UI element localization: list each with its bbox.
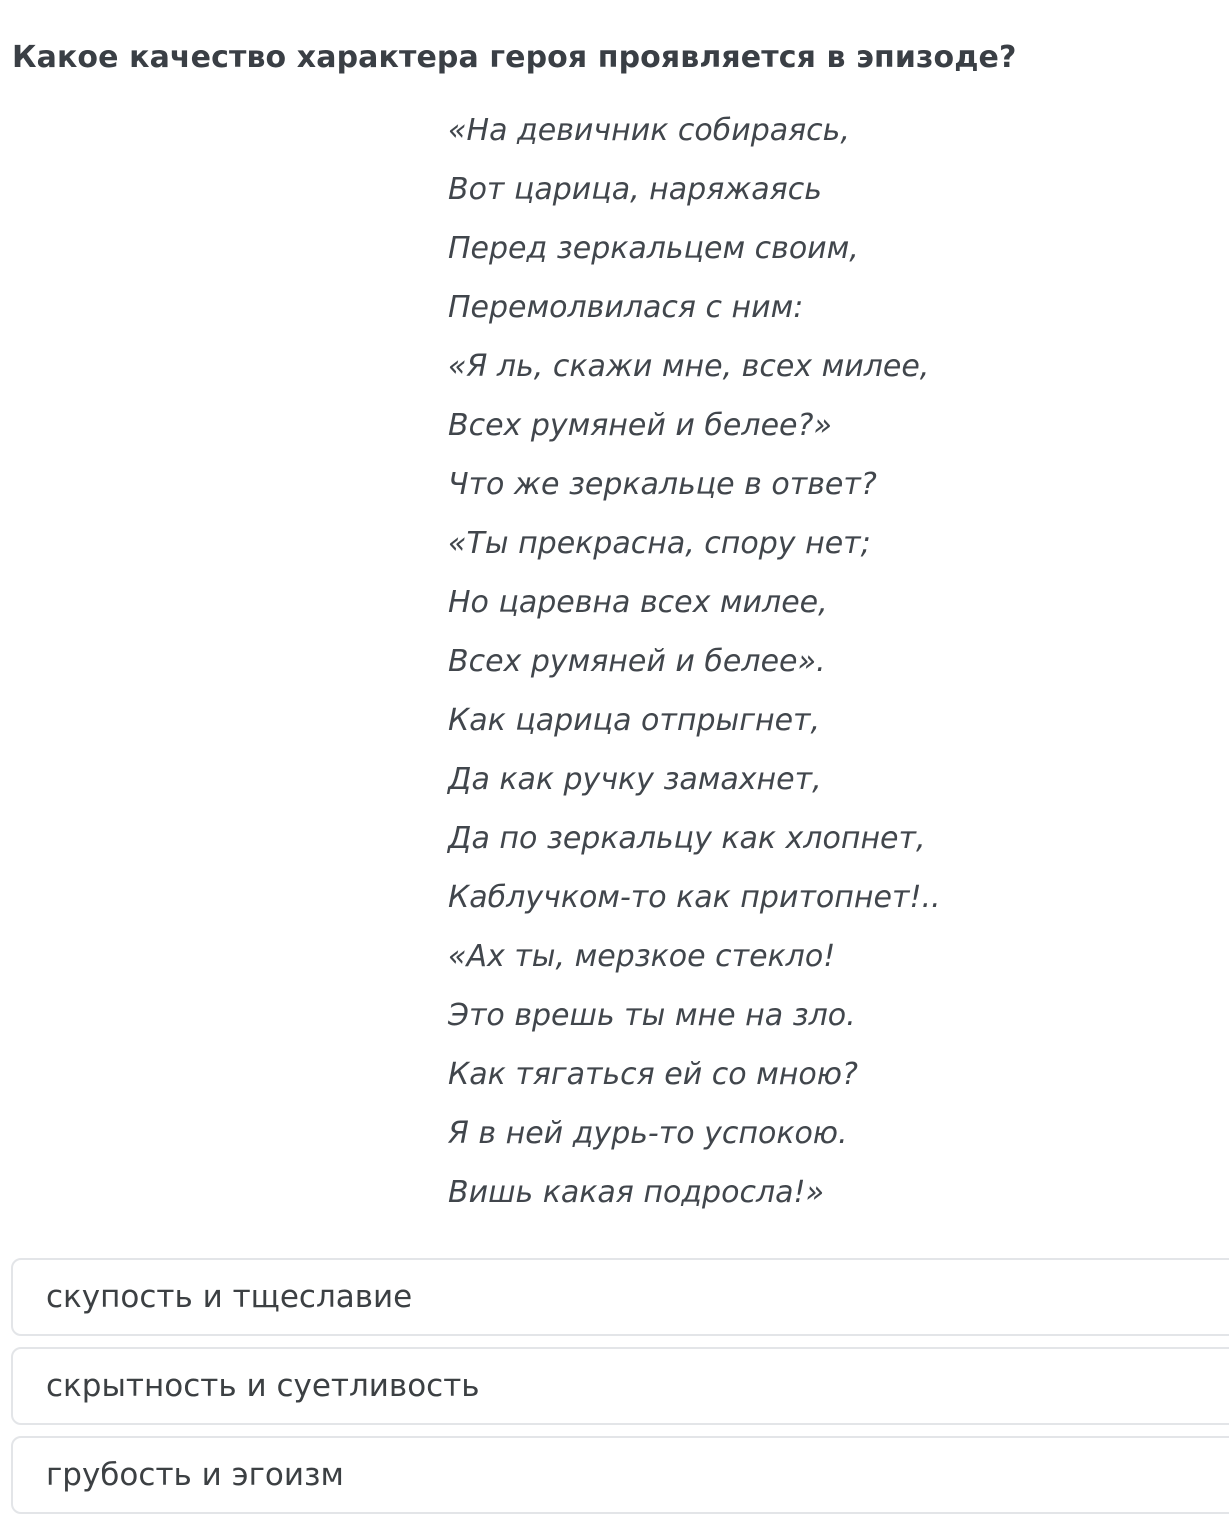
poem-line: Перемолвилася с ним: (448, 290, 804, 325)
question-title: Какое качество характера героя проявляется в эпизоде? (12, 40, 1017, 75)
poem-line: «Ах ты, мерзкое стекло! (448, 939, 836, 974)
answer-option-label: скрытность и суетливость (46, 1368, 480, 1404)
answer-option-label: скупость и тщеславие (46, 1279, 413, 1315)
poem-line: Перед зеркальцем своим, (448, 231, 859, 266)
poem-line: «На девичник собираясь, (448, 113, 850, 148)
poem-line: Я в ней дурь-то успокою. (448, 1116, 848, 1151)
poem-line: «Ты прекрасна, спору нет; (448, 526, 871, 561)
poem-line: Как царица отпрыгнет, (448, 703, 821, 738)
answer-option-label: грубость и эгоизм (46, 1457, 344, 1493)
poem-line: Да как ручку замахнет, (448, 762, 822, 797)
poem-excerpt (448, 101, 941, 1222)
poem-line: Вот царица, наряжаясь (448, 172, 822, 207)
poem-line: Да по зеркальцу как хлопнет, (448, 821, 926, 856)
poem-line: Это врешь ты мне на зло. (448, 998, 856, 1033)
answer-options (11, 1258, 1229, 1525)
poem-line: Как тягаться ей со мною? (448, 1057, 858, 1092)
answer-option-3[interactable] (11, 1436, 1229, 1514)
poem-line: Но царевна всех милее, (448, 585, 828, 620)
poem-line: Всех румяней и белее?» (448, 408, 832, 443)
answer-option-1[interactable] (11, 1258, 1229, 1336)
poem-line: Вишь какая подросла!» (448, 1175, 825, 1210)
poem-line: «Я ль, скажи мне, всех милее, (448, 349, 930, 384)
poem-line: Каблучком-то как притопнет!.. (448, 880, 941, 915)
poem-line: Всех румяней и белее». (448, 644, 826, 679)
poem-line: Что же зеркальце в ответ? (448, 467, 877, 502)
answer-option-2[interactable] (11, 1347, 1229, 1425)
